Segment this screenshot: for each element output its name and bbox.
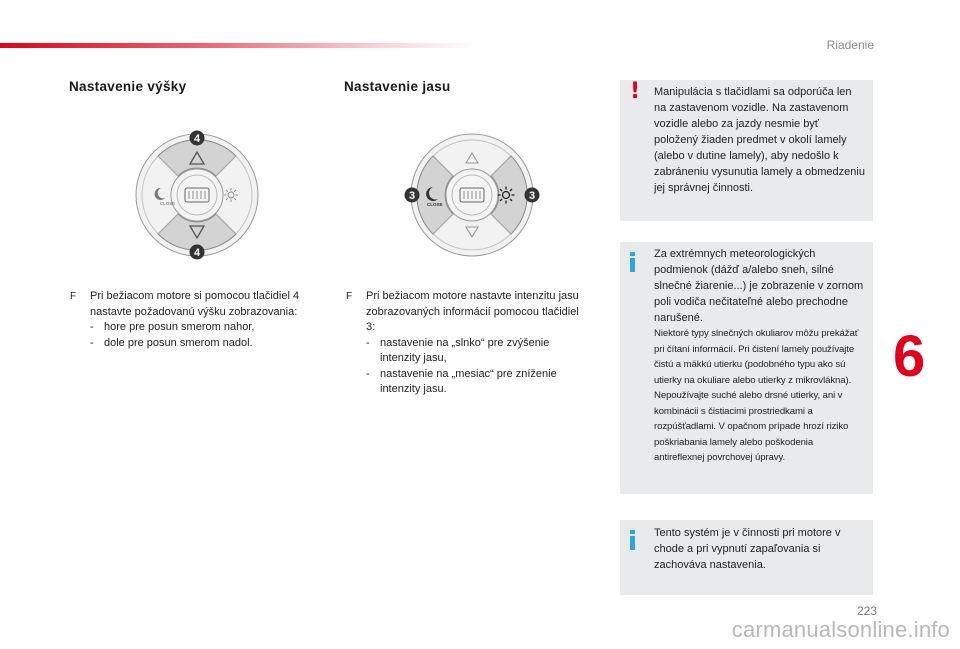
- info-system-text: Tento systém je v činnosti pri motore v chode a pri vypnutí zapaľovania si zachováva nastavenia.: [654, 527, 841, 571]
- close-label: CLOSE: [160, 201, 176, 206]
- callout-top: 4: [193, 133, 201, 145]
- close-label: CLOSE: [427, 202, 443, 207]
- brightness-control-diagram: [402, 125, 542, 265]
- warning-box: [620, 80, 873, 221]
- height-option-down: - dole pre posun smerom nadol.: [90, 336, 330, 352]
- header-accent-bar: [0, 43, 480, 48]
- callout-right: 3: [528, 190, 536, 202]
- info-text: Za extrémnych meteorologických podmienok (dážď a/alebo sneh, silné slnečné žiarenie...) je zobrazenie v zornom poli vodiča nečitateľné alebo prechodne narušené.: [654, 248, 864, 324]
- brightness-section-title: Nastavenie jasu: [344, 79, 451, 94]
- callout-bottom: 4: [193, 247, 201, 259]
- watermark: carmanualsonline.info: [731, 617, 950, 642]
- height-option-up: - hore pre posun smerom nahor,: [90, 320, 330, 336]
- bullet-marker: F: [70, 291, 77, 302]
- info-box-system: [620, 520, 873, 595]
- brightness-option-sun: - nastavenie na „slnko“ pre zvýšenie intenzity jasu,: [366, 336, 582, 367]
- height-section-title: Nastavenie výšky: [69, 79, 187, 94]
- brightness-instructions: [346, 289, 582, 398]
- info-icon: [630, 252, 635, 272]
- brightness-options-list: [346, 336, 582, 398]
- callout-left: 3: [408, 190, 416, 202]
- info-box-weather: [620, 242, 873, 494]
- page-number: 223: [856, 604, 877, 618]
- brightness-intro: Pri bežiacom motore nastavte intenzitu jasu zobrazovaných informácií pomocou tlačidiel 3:: [366, 290, 579, 333]
- exclamation-icon: !: [630, 79, 641, 104]
- brightness-option-moon: - nastavenie na „mesiac“ pre zníženie intenzity jasu.: [366, 367, 582, 398]
- info-icon: [630, 530, 635, 550]
- warning-text: Manipulácia s tlačidlami sa odporúča len na zastavenom vozidle. Na zastavenom vozidle alebo za jazdy nesmie byť položený žiaden predmet v okolí lamely (alebo v dutine lamely), aby nedošlo k zabráneniu vysunutia lamely a obmedzeniu jej správnej činnosti.: [654, 86, 865, 194]
- chapter-number: 6: [893, 324, 926, 389]
- bullet-marker: F: [346, 291, 353, 302]
- height-control-diagram: [127, 125, 267, 265]
- section-title: Riadenie: [826, 38, 874, 52]
- height-instructions: [70, 289, 330, 351]
- height-intro: Pri bežiacom motore si pomocou tlačidiel 4 nastavte požadovanú výšku zobrazovania:: [90, 290, 300, 318]
- info-cleaning-text: Niektoré typy slnečných okuliarov môžu prekážať pri čítaní informácií. Pri čistení lamely používajte čistú a mäkkú utierku (podobného typu ako sú utierky na okuliare alebo utierky z mikrovlákna). Nepoužívajte suché alebo drsné utierky, ani v kombinácii s čistiacimi prostriedkami a rozpúšťadlami. V opačnom prípade hrozí riziko poškriabania lamely alebo poškodenia antireflexnej povrchovej úpravy.: [654, 328, 859, 463]
- height-options-list: [70, 320, 330, 351]
